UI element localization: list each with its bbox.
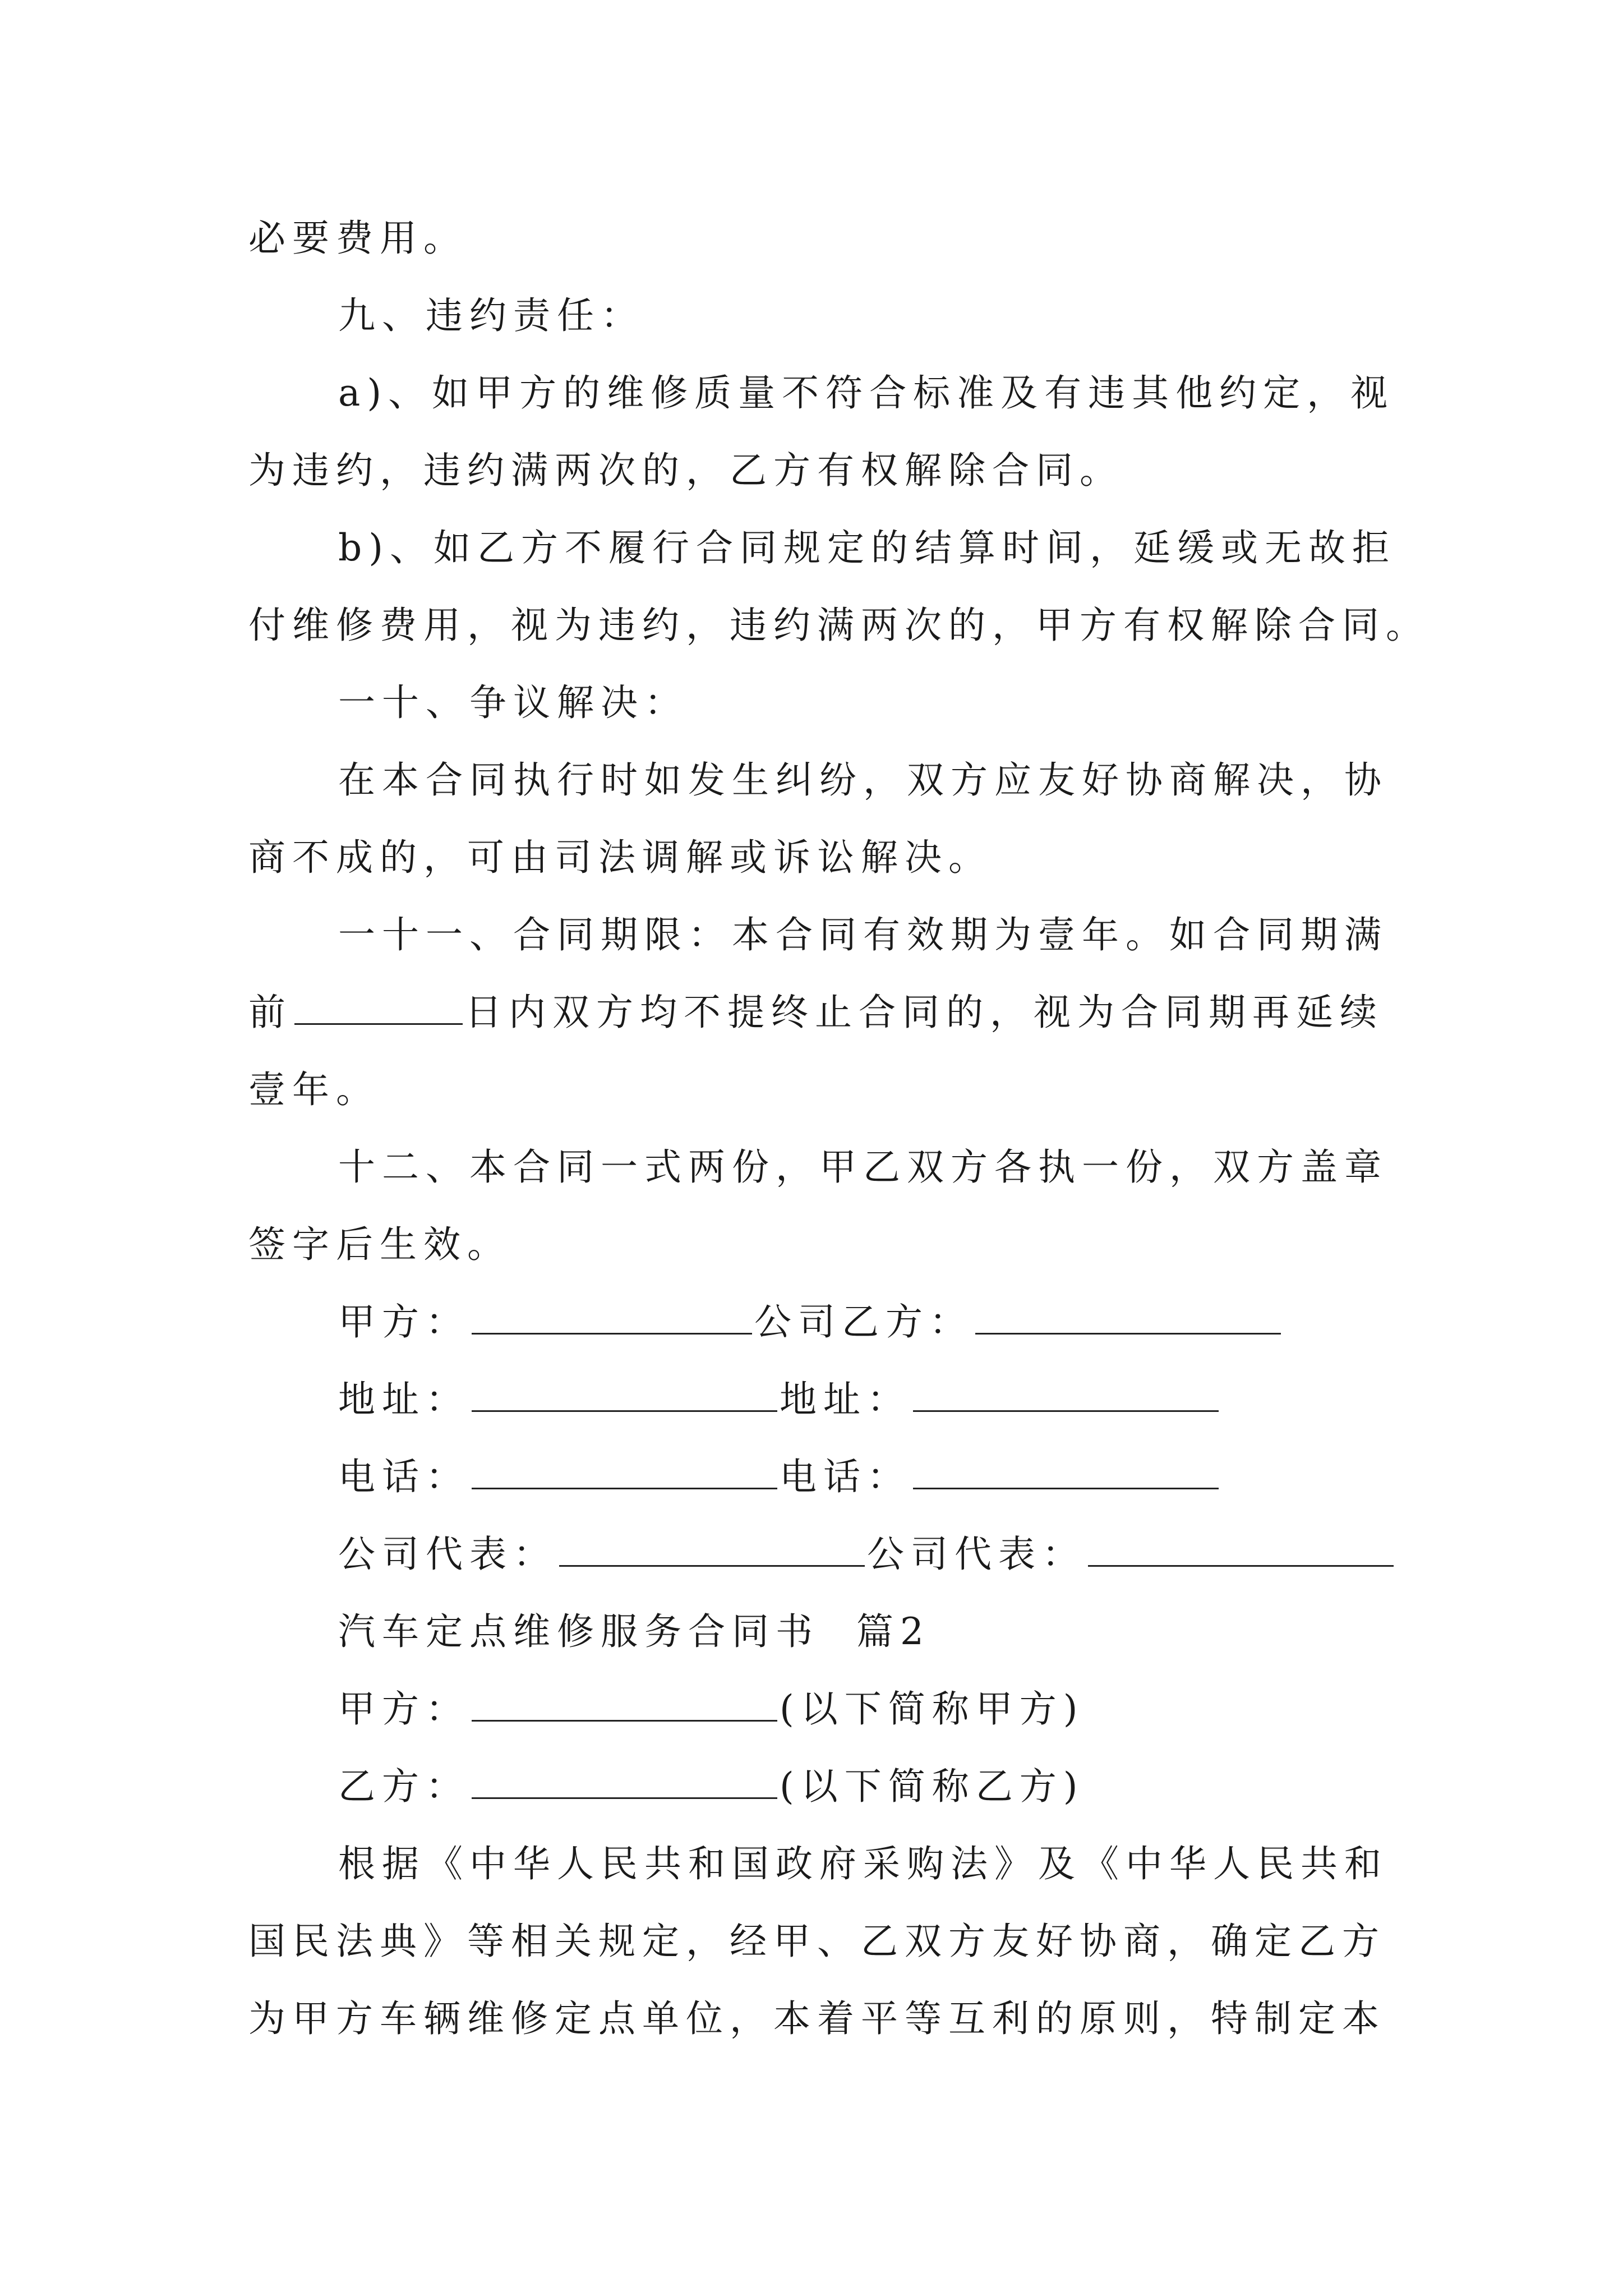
section-heading-breach: 九、违约责任： <box>338 294 644 337</box>
address-b-blank[interactable] <box>913 1377 1219 1412</box>
text-line: 商不成的，可由司法调解或诉讼解决。 <box>248 836 992 879</box>
text-line: 在本合同执行时如发生纠纷，双方应友好协商解决，协 <box>338 758 1388 802</box>
text-line: 国民法典》等相关规定，经甲、乙双方友好协商，确定乙方 <box>248 1920 1386 1963</box>
party-a-label: 甲方： <box>338 1300 469 1343</box>
section2-title: 汽车定点维修服务合同书 篇2 <box>338 1610 930 1653</box>
line-rest: 日内双方均不提终止合同的，视为合同期再延续 <box>465 991 1384 1034</box>
text-line: 根据《中华人民共和国政府采购法》及《中华人民共和 <box>338 1842 1388 1885</box>
section2-party-a-label: 甲方： <box>338 1687 469 1731</box>
section2-party-a <box>248 1671 1387 1748</box>
text-line: 签字后生效。 <box>248 1223 511 1266</box>
text-line: 为甲方车辆维修定点单位，本着平等互利的原则，特制定本 <box>248 1997 1386 2040</box>
text-line: 为违约，违约满两次的，乙方有权解除合同。 <box>248 449 1123 492</box>
section2-party-b-blank[interactable] <box>472 1764 777 1799</box>
section-heading-term: 一十一、合同期限：本合同有效期为壹年。如合同期满 <box>338 913 1388 956</box>
address-label-a: 地址： <box>338 1378 469 1421</box>
address-label-b: 地址： <box>780 1378 911 1421</box>
document-body <box>248 200 1430 2058</box>
signature-row-address <box>248 1361 1387 1438</box>
text-line: 付维修费用，视为违约，违约满两次的，甲方有权解除合同。 <box>248 604 1430 647</box>
section-heading-dispute: 一十、争议解决： <box>338 681 688 724</box>
text-line: 必要费用。 <box>248 217 467 260</box>
fill-in-blank[interactable] <box>294 990 463 1025</box>
section2-party-a-blank[interactable] <box>472 1686 777 1722</box>
address-a-blank[interactable] <box>472 1377 777 1412</box>
section2-party-b <box>248 1748 1387 1825</box>
phone-a-blank[interactable] <box>472 1454 777 1489</box>
phone-b-blank[interactable] <box>913 1454 1219 1489</box>
line-prefix: 前 <box>248 991 292 1034</box>
signature-row-phone <box>248 1438 1387 1516</box>
section2-party-b-label: 乙方： <box>338 1765 469 1808</box>
text-line: 壹年。 <box>248 1068 380 1111</box>
rep-b-blank[interactable] <box>1088 1531 1394 1567</box>
signature-row-representative <box>248 1516 1387 1593</box>
section2-party-b-suffix: (以下简称乙方) <box>780 1765 1085 1808</box>
text-line: b)、如乙方不履行合同规定的结算时间，延缓或无故拒 <box>338 526 1396 569</box>
section-heading-copies: 十二、本合同一式两份，甲乙双方各执一份，双方盖章 <box>338 1145 1388 1189</box>
section2-party-a-suffix: (以下简称甲方) <box>780 1687 1085 1731</box>
party-a-blank[interactable] <box>472 1299 752 1335</box>
party-b-blank[interactable] <box>975 1299 1281 1335</box>
rep-label-b: 公司代表： <box>867 1533 1086 1576</box>
signature-row-parties <box>248 1283 1387 1361</box>
phone-label-a: 电话： <box>338 1455 469 1498</box>
rep-label-a: 公司代表： <box>338 1533 557 1576</box>
company-party-b-label: 公司乙方： <box>754 1300 973 1343</box>
text-line: a)、如甲方的维修质量不符合标准及有违其他约定，视 <box>338 371 1395 415</box>
phone-label-b: 电话： <box>780 1455 911 1498</box>
text-line-with-blank <box>248 974 1387 1051</box>
rep-a-blank[interactable] <box>559 1531 865 1567</box>
